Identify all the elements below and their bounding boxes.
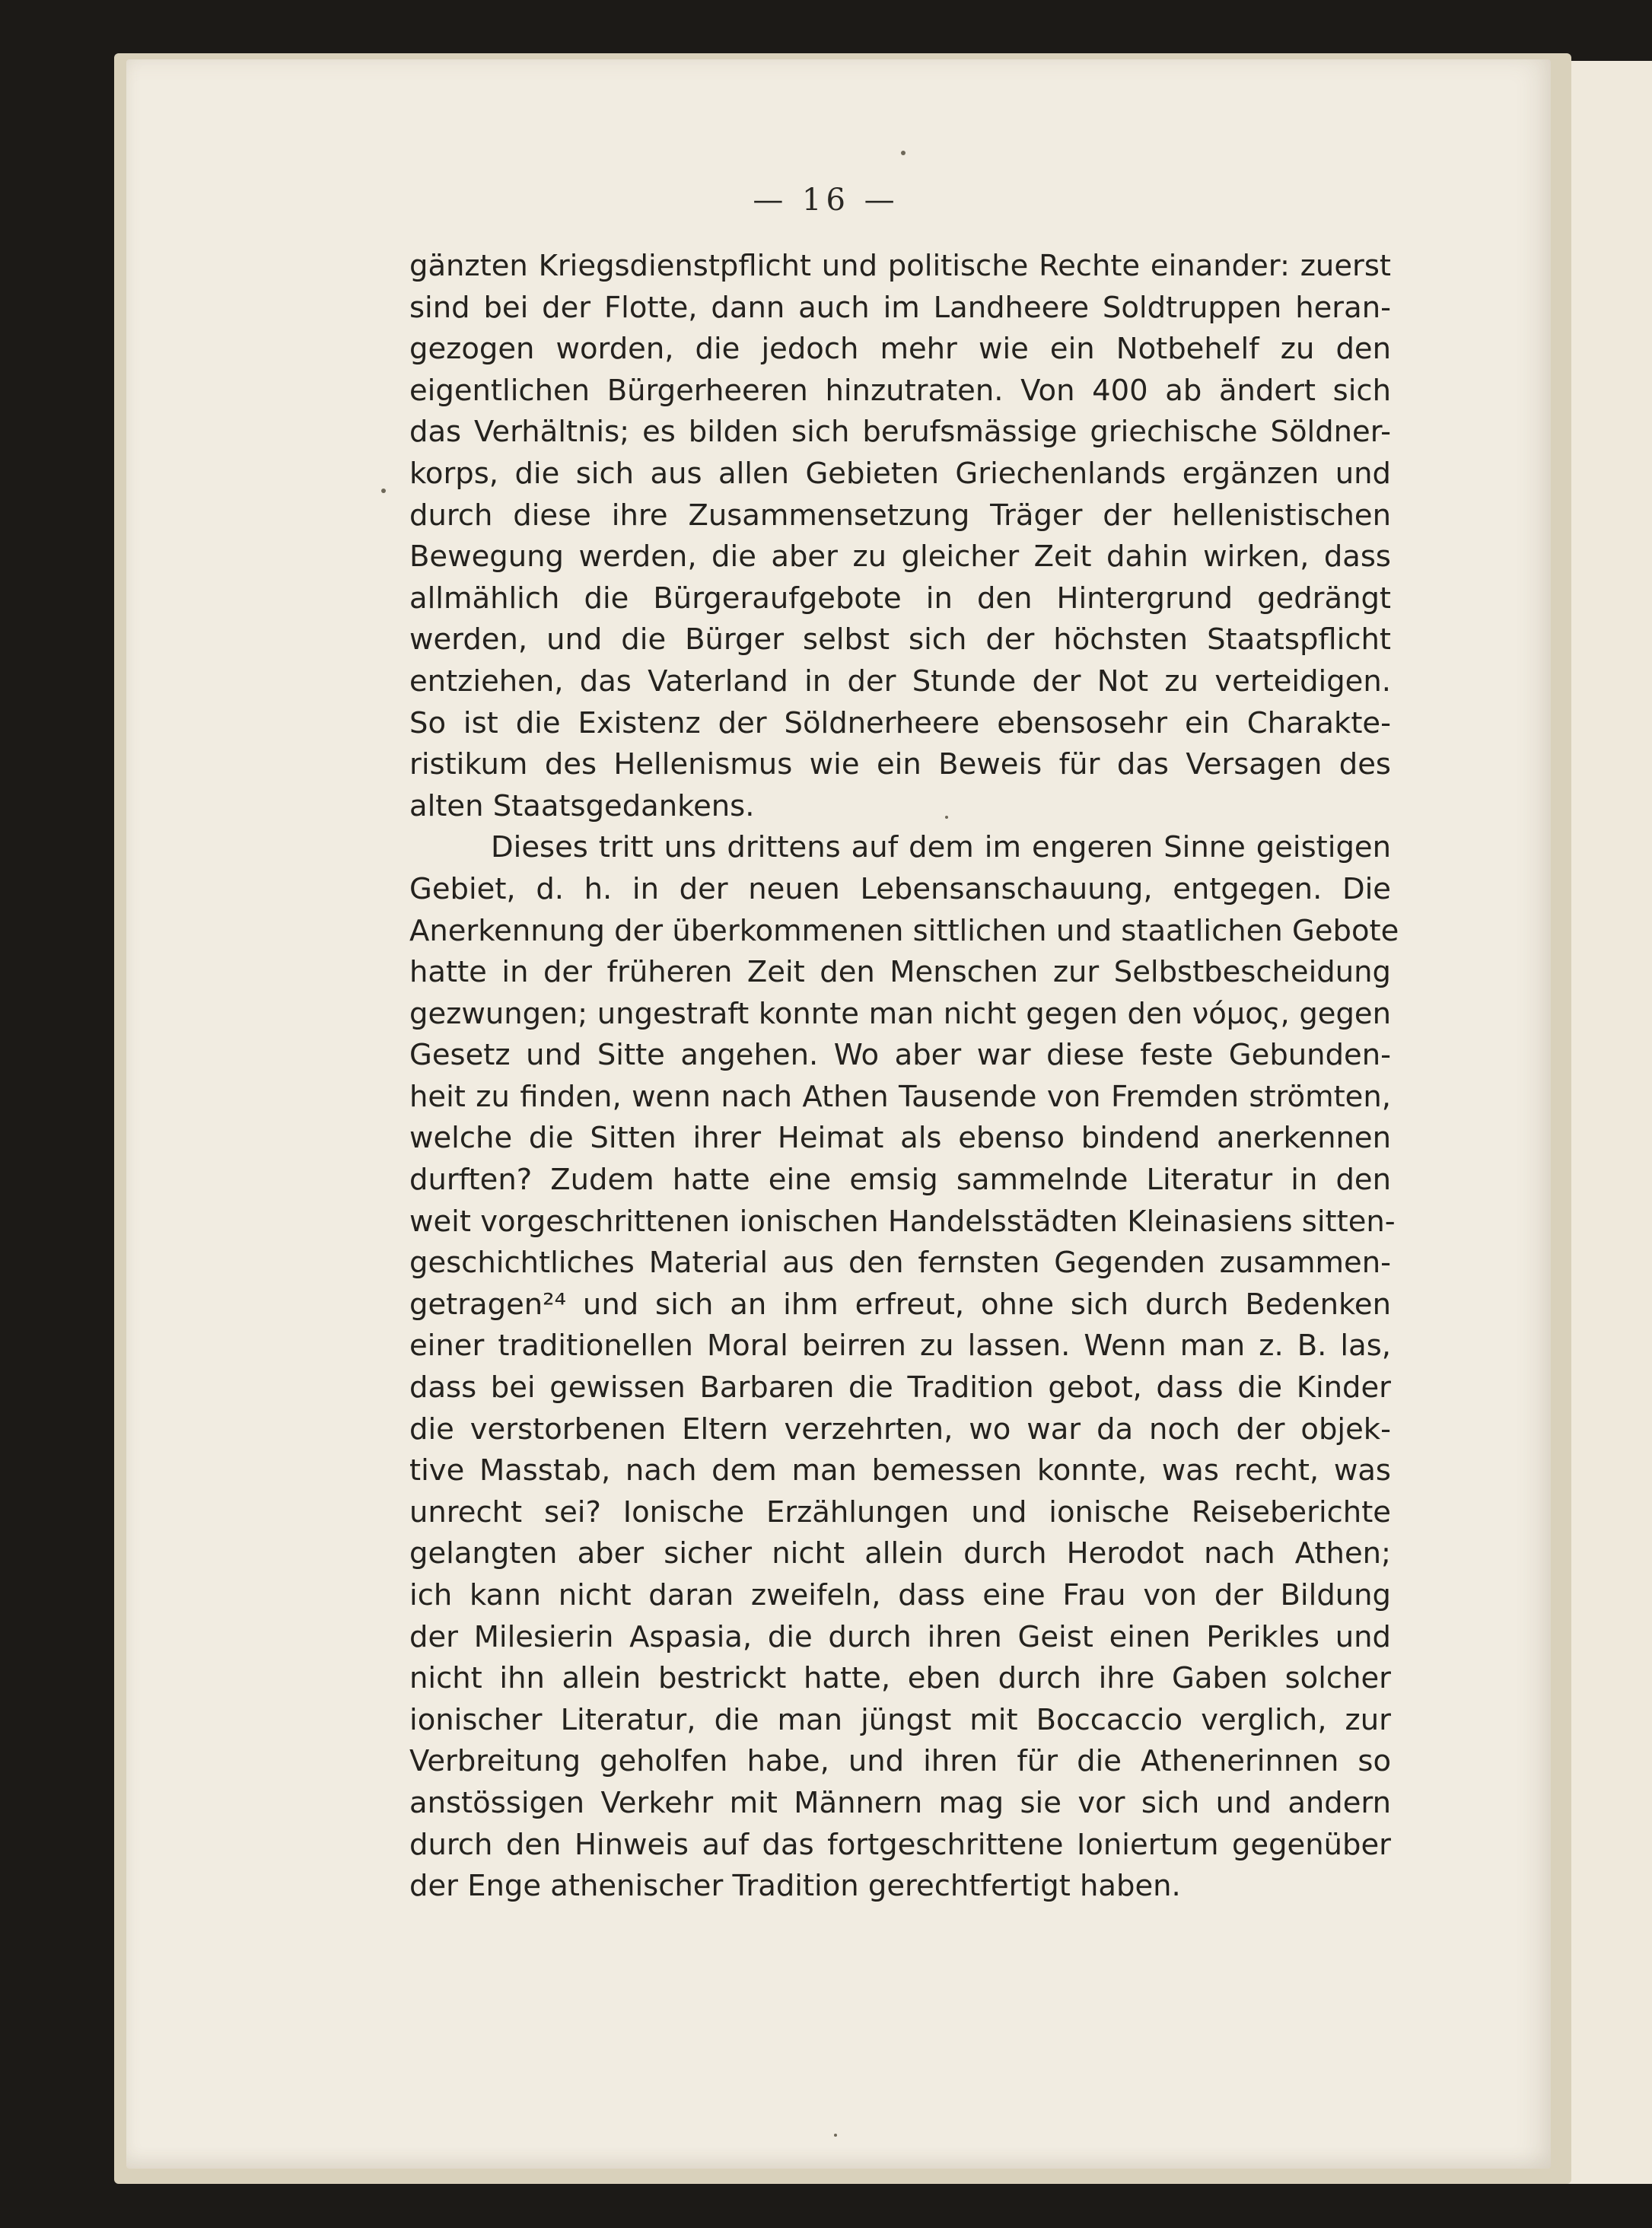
text-line: einer traditionellen Moral beirren zu lassen. Wenn man z. B. las, bbox=[409, 1329, 1391, 1364]
text-line: anstössigen Verkehr mit Männern mag sie vor sich und andern bbox=[409, 1785, 1391, 1820]
text-line: ristikum des Hellenismus wie ein Beweis für das Versagen des bbox=[409, 747, 1391, 782]
text-line: der Milesierin Aspasia, die durch ihren Geist einen Perikles und bbox=[409, 1619, 1391, 1654]
paper-speck bbox=[945, 816, 948, 819]
text-line: heit zu finden, wenn nach Athen Tausende von Fremden strömten, bbox=[409, 1079, 1391, 1114]
text-line: alten Staatsgedankens. bbox=[409, 788, 755, 823]
text-line: der Enge athenischer Tradition gerechtfertigt haben. bbox=[409, 1869, 1181, 1904]
text-line: unrecht sei? Ionische Erzählungen und ionische Reiseberichte bbox=[409, 1494, 1391, 1529]
text-line: gezwungen; ungestraft konnte man nicht gegen den νόμος, gegen bbox=[409, 996, 1391, 1031]
text-line: weit vorgeschrittenen ionischen Handelsstädten Kleinasiens sitten- bbox=[409, 1204, 1396, 1239]
text-line: So ist die Existenz der Söldnerheere ebensosehr ein Charakte- bbox=[409, 705, 1391, 740]
text-line: durch diese ihre Zusammensetzung Träger der hellenistischen bbox=[409, 498, 1391, 533]
text-line: allmählich die Bürgeraufgebote in den Hintergrund gedrängt bbox=[409, 581, 1391, 616]
text-line: Dieses tritt uns drittens auf dem im engeren Sinne geistigen bbox=[491, 830, 1391, 865]
text-line: Anerkennung der überkommenen sittlichen und staatlichen Gebote bbox=[409, 913, 1399, 948]
text-line: Bewegung werden, die aber zu gleicher Zeit dahin wirken, dass bbox=[409, 539, 1391, 575]
text-line: nicht ihn allein bestrickt hatte, eben durch ihre Gaben solcher bbox=[409, 1661, 1391, 1696]
text-line: gelangten aber sicher nicht allein durch Herodot nach Athen; bbox=[409, 1536, 1391, 1571]
paper-speck bbox=[381, 489, 386, 493]
page-number: — 16 — bbox=[753, 183, 899, 218]
text-line: durch den Hinweis auf das fortgeschrittene Ioniertum gegenüber bbox=[409, 1827, 1391, 1862]
text-line: gezogen worden, die jedoch mehr wie ein Notbehelf zu den bbox=[409, 332, 1391, 367]
paper-speck bbox=[834, 2134, 837, 2137]
text-line: korps, die sich aus allen Gebieten Griechenlands ergänzen und bbox=[409, 456, 1391, 491]
text-line: tive Masstab, nach dem man bemessen konnte, was recht, was bbox=[409, 1453, 1391, 1488]
text-line: das Verhältnis; es bilden sich berufsmässige griechische Söldner- bbox=[409, 415, 1391, 450]
text-line: werden, und die Bürger selbst sich der höchsten Staatspflicht bbox=[409, 622, 1391, 657]
paper-speck bbox=[901, 151, 906, 155]
text-line: Verbreitung geholfen habe, und ihren für die Athenerinnen so bbox=[409, 1744, 1391, 1779]
text-line: geschichtliches Material aus den fernsten Gegenden zusammen- bbox=[409, 1246, 1391, 1281]
text-line: getragen²⁴ und sich an ihm erfreut, ohne sich durch Bedenken bbox=[409, 1287, 1391, 1322]
text-line: Gesetz und Sitte angehen. Wo aber war diese feste Gebunden- bbox=[409, 1038, 1391, 1073]
text-line: gänzten Kriegsdienstpflicht und politische Rechte einander: zuerst bbox=[409, 249, 1391, 283]
text-line: eigentlichen Bürgerheeren hinzutraten. Von 400 ab ändert sich bbox=[409, 373, 1391, 408]
text-line: ionischer Literatur, die man jüngst mit Boccaccio verglich, zur bbox=[409, 1702, 1391, 1737]
paragraph bbox=[409, 827, 1399, 1907]
text-line: sind bei der Flotte, dann auch im Landheere Soldtruppen heran- bbox=[409, 290, 1391, 325]
text-line: hatte in der früheren Zeit den Menschen zur Selbstbescheidung bbox=[409, 955, 1391, 990]
body-text bbox=[409, 246, 1399, 1908]
paragraph bbox=[409, 246, 1391, 827]
text-line: ich kann nicht daran zweifeln, dass eine Frau von der Bildung bbox=[409, 1578, 1391, 1612]
text-line: welche die Sitten ihrer Heimat als ebenso bindend anerkennen bbox=[409, 1121, 1391, 1156]
text-line: dass bei gewissen Barbaren die Tradition gebot, dass die Kinder bbox=[409, 1370, 1391, 1405]
text-line: durften? Zudem hatte eine emsig sammelnde Literatur in den bbox=[409, 1163, 1391, 1198]
text-line: Gebiet, d. h. in der neuen Lebensanschauung, entgegen. Die bbox=[409, 871, 1391, 906]
text-line: die verstorbenen Eltern verzehrten, wo war da noch der objek- bbox=[409, 1412, 1391, 1447]
text-line: entziehen, das Vaterland in der Stunde der Not zu verteidigen. bbox=[409, 664, 1391, 699]
